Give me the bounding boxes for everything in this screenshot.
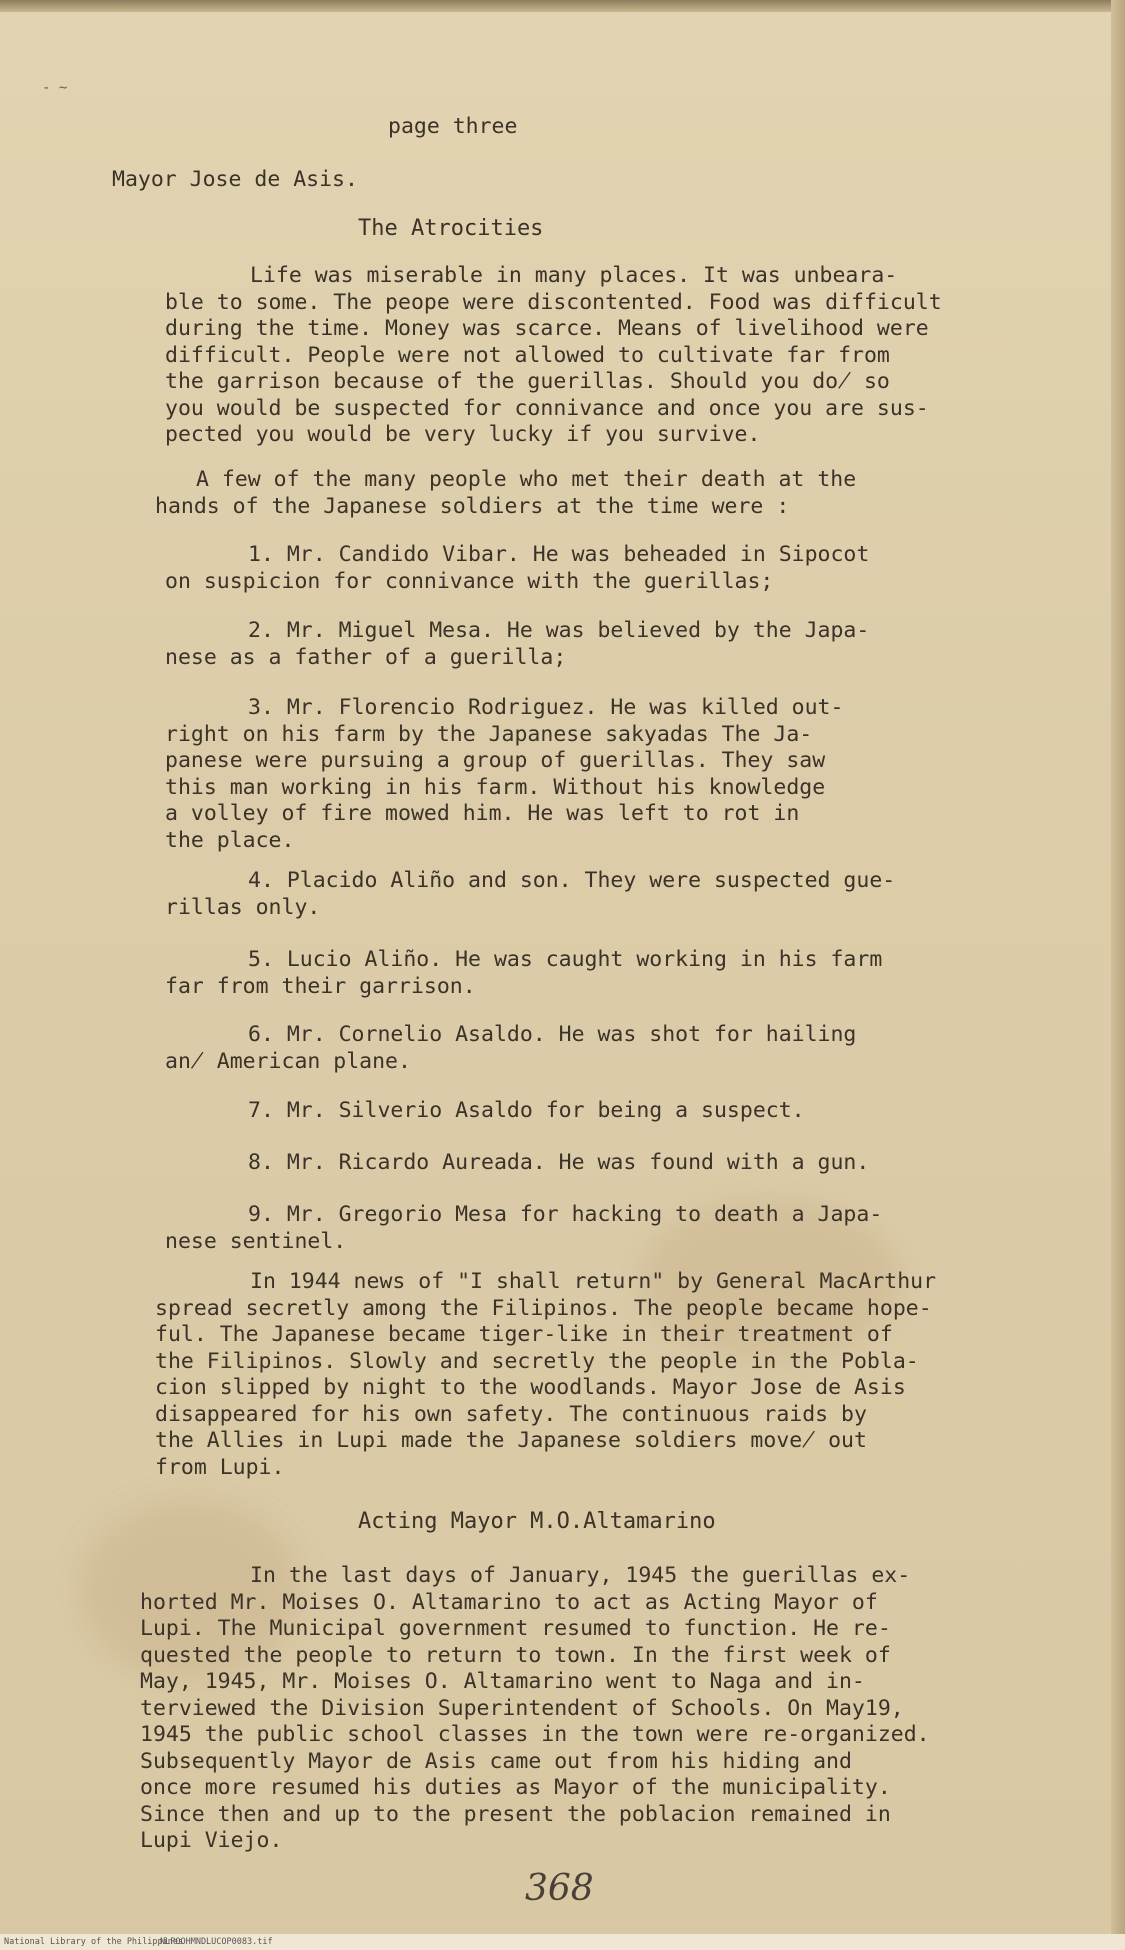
text-line: In 1944 news of "I shall return" by General MacArthur <box>250 1269 937 1294</box>
text-line: panese were pursuing a group of guerillas. They saw <box>165 748 826 773</box>
text-line: cion slipped by night to the woodlands. Mayor Jose de Asis <box>155 1375 906 1400</box>
page-label: page three <box>388 114 518 139</box>
text-line: In the last days of January, 1945 the guerillas ex- <box>250 1563 911 1588</box>
text-line: during the time. Money was scarce. Means of livelihood were <box>165 316 929 341</box>
text-line: rillas only. <box>165 894 321 920</box>
text-line: 6. Mr. Cornelio Asaldo. He was shot for hailing <box>248 1022 857 1047</box>
paper-right-edge <box>1111 0 1125 1950</box>
text-line: once more resumed his duties as Mayor of the municipality. <box>140 1775 891 1800</box>
footer-library: National Library of the Philippines <box>4 1937 184 1947</box>
paper-top-edge <box>0 0 1125 12</box>
text-line: 5. Lucio Aliño. He was caught working in his farm <box>248 947 883 972</box>
text-line: nese as a father of a guerilla; <box>165 644 567 670</box>
section-title-acting-mayor: Acting Mayor M.O.Altamarino <box>358 1509 716 1534</box>
text-line: on suspicion for connivance with the guerillas; <box>165 568 774 594</box>
text-line: 1. Mr. Candido Vibar. He was beheaded in Sipocot <box>248 542 870 567</box>
text-line: Since then and up to the present the poblacion remained in <box>140 1801 891 1827</box>
text-line: A few of the many people who met their death at the <box>196 467 857 492</box>
text-line: an̸ American plane. <box>165 1048 411 1074</box>
text-line: difficult. People were not allowed to cultivate far from <box>165 342 890 368</box>
text-line: 4. Placido Aliño and son. They were suspected gue- <box>248 868 896 893</box>
text-line: the place. <box>165 827 295 853</box>
text-line: you would be suspected for connivance and once you are sus- <box>165 395 929 421</box>
text-line: the Allies in Lupi made the Japanese soldiers move̸ out <box>155 1428 867 1453</box>
text-line: from Lupi. <box>155 1454 285 1480</box>
text-line: the Filipinos. Slowly and secretly the people in the Pobla- <box>155 1348 919 1374</box>
text-line: 7. Mr. Silverio Asaldo for being a suspect. <box>248 1098 805 1123</box>
text-line: 1945 the public school classes in the town were re-organized. <box>140 1722 930 1747</box>
text-line: 3. Mr. Florencio Rodriguez. He was killed out- <box>248 695 844 720</box>
text-line: horted Mr. Moises O. Altamarino to act as Acting Mayor of <box>140 1589 878 1615</box>
text-line: hands of the Japanese soldiers at the time were : <box>155 493 790 519</box>
text-line: ble to some. The peope were discontented. Food was difficult <box>165 289 942 315</box>
scan-footer <box>0 1934 1125 1950</box>
text-line: a volley of fire mowed him. He was left to rot in <box>165 801 800 826</box>
margin-mark: - ~ <box>42 80 68 96</box>
text-line: Subsequently Mayor de Asis came out from his hiding and <box>140 1748 852 1774</box>
text-line: far from their garrison. <box>165 973 476 999</box>
text-line: ful. The Japanese became tiger-like in their treatment of <box>155 1322 893 1347</box>
text-line: this man working in his farm. Without his knowledge <box>165 774 826 800</box>
text-line: Lupi Viejo. <box>140 1828 283 1853</box>
footer-file: NLPOOHMNDLUCOP0083.tif <box>160 1937 273 1947</box>
text-line: terviewed the Division Superintendent of Schools. On May19, <box>140 1695 904 1721</box>
text-line: the garrison because of the guerillas. Should you do̸ so <box>165 369 890 394</box>
text-line: Life was miserable in many places. It was unbeara- <box>250 263 898 288</box>
text-line: pected you would be very lucky if you survive. <box>165 422 761 447</box>
handwritten-page-number: 368 <box>525 1868 594 1909</box>
text-line: right on his farm by the Japanese sakyadas The Ja- <box>165 721 813 747</box>
text-line: 9. Mr. Gregorio Mesa for hacking to death a Japa- <box>248 1202 883 1227</box>
text-line: spread secretly among the Filipinos. The people became hope- <box>155 1295 932 1321</box>
text-line: disappeared for his own safety. The continuous raids by <box>155 1401 867 1427</box>
text-line: May, 1945, Mr. Moises O. Altamarino went to Naga and in- <box>140 1669 865 1694</box>
text-line: Lupi. The Municipal government resumed to function. He re- <box>140 1616 891 1641</box>
text-line: nese sentinel. <box>165 1228 347 1254</box>
addressee: Mayor Jose de Asis. <box>112 167 358 192</box>
text-line: 8. Mr. Ricardo Aureada. He was found with a gun. <box>248 1150 870 1175</box>
section-title-atrocities: The Atrocities <box>358 216 544 241</box>
text-line: quested the people to return to town. In the first week of <box>140 1642 891 1668</box>
text-line: 2. Mr. Miguel Mesa. He was believed by the Japa- <box>248 618 870 643</box>
